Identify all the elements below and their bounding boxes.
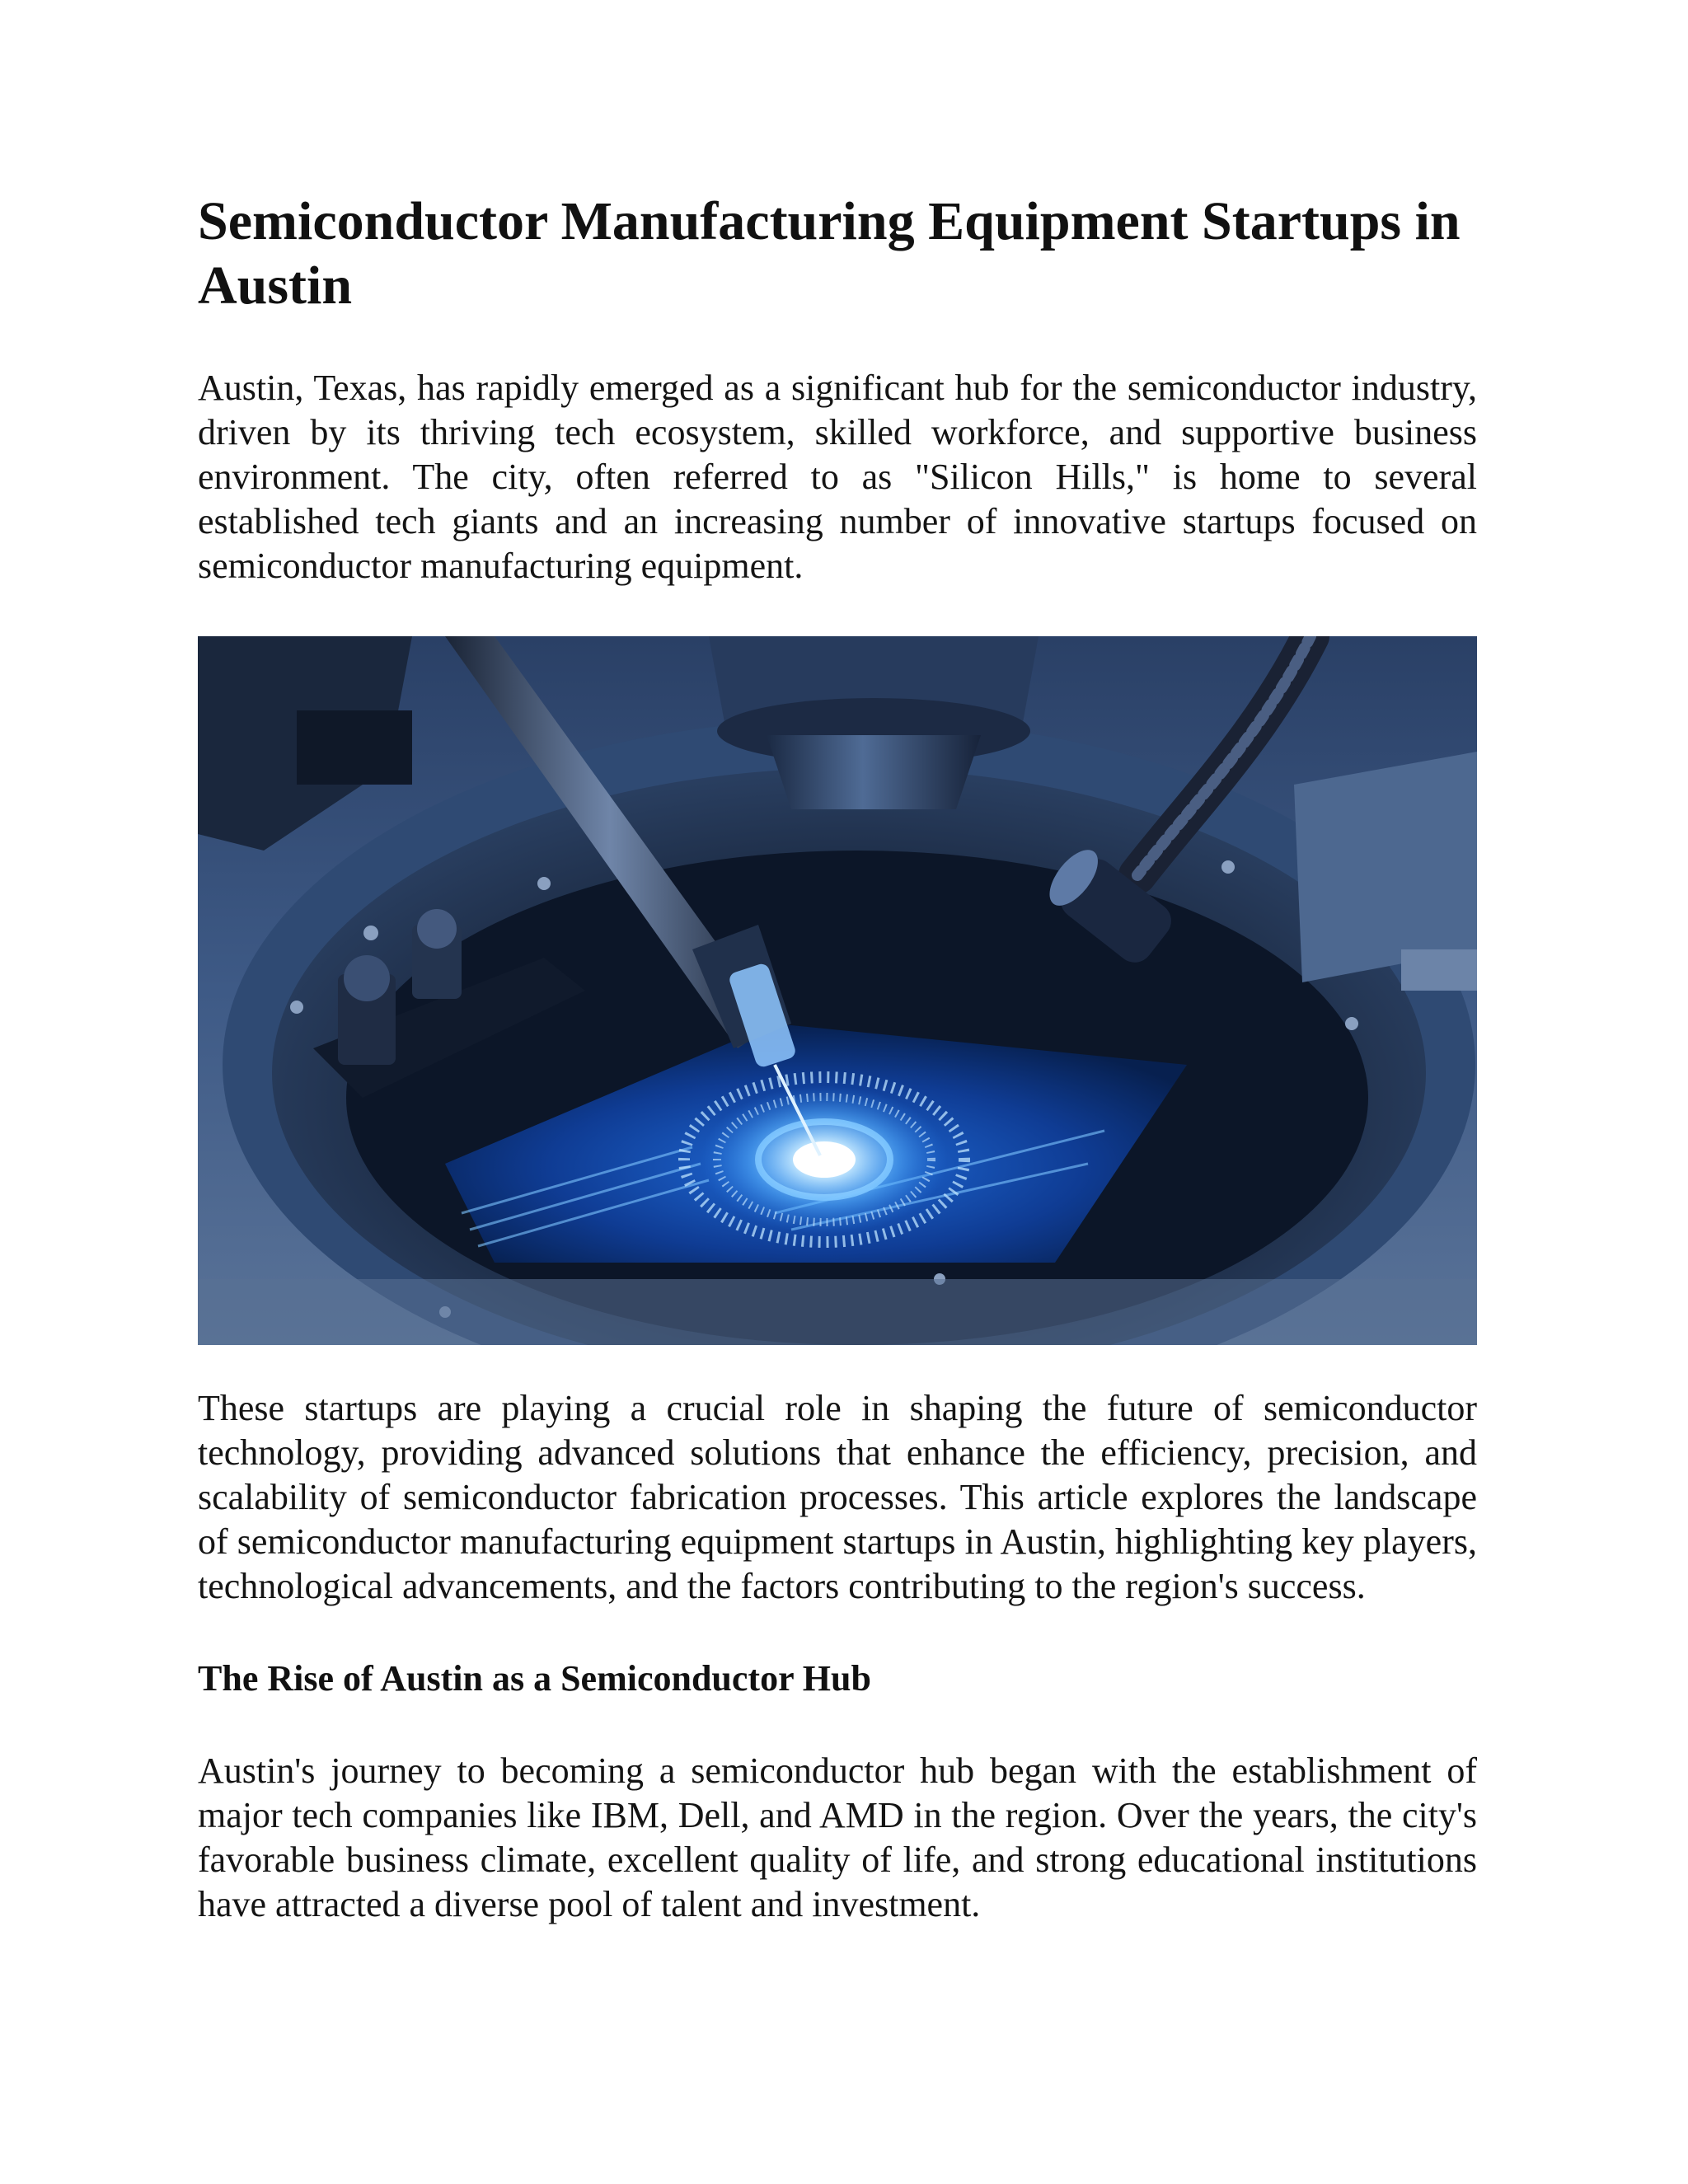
article-title: Semiconductor Manufacturing Equipment Startups in Austin [198,191,1461,316]
probe-station-illustration [198,636,1477,1345]
semiconductor-equipment-photo [198,636,1477,1345]
section-heading: The Rise of Austin as a Semiconductor Hub [198,1658,871,1699]
intro-paragraph: Austin, Texas, has rapidly emerged as a significant hub for the semiconductor industry, driven by its thriving tech ecosystem, skilled workforce, and supportive business environment. The city, often referred to as "Silicon Hills," is home to several established tech giants and an increasing number of innovative startups focused on semiconductor manufacturing equipment. [198,368,1477,586]
body-paragraph-2: These startups are playing a crucial role in shaping the future of semiconductor technology, providing advanced solutions that enhance the efficiency, precision, and scalability of semiconductor fabrication processes. This article explores the landscape of semiconductor manufacturing equipment startups in Austin, highlighting key players, technological advancements, and the factors contributing to the region's success. [198,1388,1477,1606]
document-page [198,190,1477,1927]
section-paragraph: Austin's journey to becoming a semiconductor hub began with the establishment of major tech companies like IBM, Dell, and AMD in the region. Over the years, the city's favorable business climate, excellent quality of life, and strong educational institutions have attracted a diverse pool of talent and investment. [198,1750,1477,1924]
